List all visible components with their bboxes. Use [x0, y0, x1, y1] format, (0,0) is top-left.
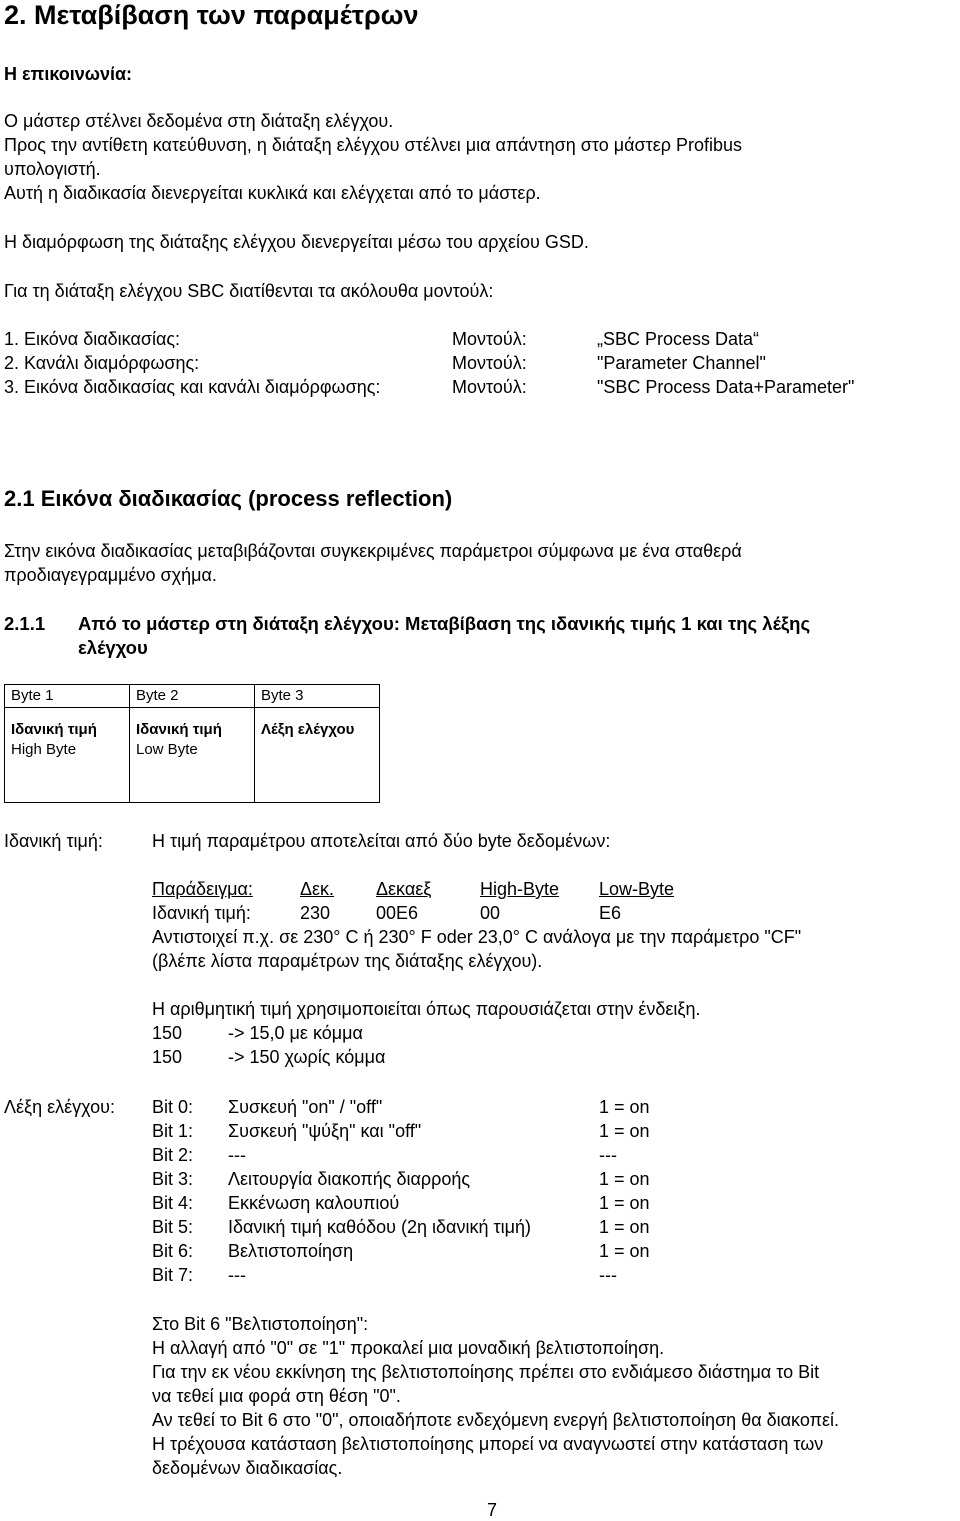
bit-number: Bit 1: — [152, 1121, 194, 1141]
example-header: Low-Byte — [599, 879, 675, 899]
example-header: Παράδειγμα: — [152, 879, 253, 899]
bit-value: 1 = on — [599, 1193, 650, 1213]
byte-header: Byte 2 — [130, 685, 255, 708]
example-cell: Ιδανική τιμή: — [152, 903, 251, 923]
bit-value: 1 = on — [599, 1169, 650, 1189]
bit-number: Bit 3: — [152, 1169, 194, 1189]
bit-number: Bit 6: — [152, 1241, 194, 1261]
byte-table — [4, 684, 380, 803]
byte-cell-bold: Ιδανική τιμή — [136, 721, 222, 738]
example-cell: 230 — [300, 903, 331, 923]
note-line: Στο Bit 6 "Βελτιστοποίηση": — [152, 1314, 369, 1334]
paragraph: Για τη διάταξη ελέγχου SBC διατίθενται τα ακόλουθα μοντούλ: — [4, 281, 494, 301]
module-name: 1. Εικόνα διαδικασίας: — [4, 329, 181, 349]
note-line: Για την εκ νέου εκκίνηση της βελτιστοποίησης πρέπει στο ενδιάμεσο διάστημα το Bit — [152, 1362, 820, 1382]
paragraph: Στην εικόνα διαδικασίας μεταβιβάζονται συγκεκριμένες παράμετροι σύμφωνα με ένα σταθερά — [4, 541, 742, 561]
bit-desc: Συσκευή "ψύξη" και "off" — [228, 1121, 422, 1141]
byte-header: Byte 1 — [5, 685, 130, 708]
module-value: "SBC Process Data+Parameter" — [597, 377, 855, 397]
note-line: Η αλλαγή από "0" σε "1" προκαλεί μια μοναδική βελτιστοποίηση. — [152, 1338, 665, 1358]
bit-desc: Εκκένωση καλουπιού — [228, 1193, 400, 1213]
byte-cell — [255, 708, 380, 803]
bit-desc: --- — [228, 1265, 246, 1285]
module-name: 2. Κανάλι διαμόρφωσης: — [4, 353, 200, 373]
bit-number: Bit 0: — [152, 1097, 194, 1117]
bit-desc: Βελτιστοποίηση — [228, 1241, 354, 1261]
bit-desc: Συσκευή "on" / "off" — [228, 1097, 383, 1117]
example-cell: 00 — [480, 903, 501, 923]
bit-number: Bit 4: — [152, 1193, 194, 1213]
note-line: δεδομένων διαδικασίας. — [152, 1458, 343, 1478]
example-header: High-Byte — [480, 879, 560, 899]
subsubsection-title: Από το μάστερ στη διάταξη ελέγχου: Μεταβίβαση της ιδανικής τιμής 1 και της λέξης — [78, 613, 811, 634]
note-line: Αν τεθεί το Bit 6 στο "0", οποιαδήποτε ενδεχόμενη ενεργή βελτιστοποίηση θα διακοπεί. — [152, 1410, 840, 1430]
communication-heading: Η επικοινωνία: — [4, 64, 133, 84]
numeric-example: 150 — [152, 1047, 183, 1067]
bit-value: 1 = on — [599, 1241, 650, 1261]
bit-value: 1 = on — [599, 1121, 650, 1141]
module-label: Μοντούλ: — [452, 353, 527, 373]
bit-number: Bit 7: — [152, 1265, 194, 1285]
example-cell: E6 — [599, 903, 622, 923]
correspondence-line: Αντιστοιχεί π.χ. σε 230° C ή 230° F oder 23,0° C ανάλογα με την παράμετρο "CF" — [152, 927, 802, 947]
numeric-example-desc: -> 15,0 με κόμμα — [228, 1023, 363, 1043]
paragraph: Η διαμόρφωση της διάταξης ελέγχου διενεργείται μέσω του αρχείου GSD. — [4, 232, 589, 252]
page-number: 7 — [487, 1500, 498, 1520]
numeric-example-desc: -> 150 χωρίς κόμμα — [228, 1047, 386, 1067]
correspondence-line: (βλέπε λίστα παραμέτρων της διάταξης ελέγχου). — [152, 951, 543, 971]
byte-cell — [5, 708, 130, 803]
module-value: "Parameter Channel" — [597, 353, 766, 373]
example-cell: 00E6 — [376, 903, 419, 923]
byte-cell-normal: Low Byte — [136, 741, 198, 758]
example-header: Δεκαεξ — [376, 879, 432, 899]
setpoint-label: Ιδανική τιμή: — [4, 831, 103, 851]
bit-value: 1 = on — [599, 1217, 650, 1237]
byte-cell-normal: High Byte — [11, 741, 77, 758]
module-name: 3. Εικόνα διαδικασίας και κανάλι διαμόρφωσης: — [4, 377, 381, 397]
module-label: Μοντούλ: — [452, 377, 527, 397]
numeric-note: Η αριθμητική τιμή χρησιμοποιείται όπως παρουσιάζεται στην ένδειξη. — [152, 999, 701, 1019]
bit-number: Bit 5: — [152, 1217, 194, 1237]
numeric-example: 150 — [152, 1023, 183, 1043]
byte-cell-bold: Ιδανική τιμή — [11, 721, 97, 738]
bit-desc: --- — [228, 1145, 246, 1165]
bit-value: --- — [599, 1145, 617, 1165]
bit-value: --- — [599, 1265, 617, 1285]
byte-header: Byte 3 — [255, 685, 380, 708]
bit-desc: Ιδανική τιμή καθόδου (2η ιδανική τιμή) — [228, 1217, 531, 1237]
paragraph: υπολογιστή. — [4, 159, 101, 179]
module-value: „SBC Process Data“ — [597, 329, 760, 349]
note-line: Η τρέχουσα κατάσταση βελτιστοποίησης μπορεί να αναγνωστεί στην κατάσταση των — [152, 1434, 824, 1454]
example-header: Δεκ. — [300, 879, 335, 899]
byte-cell — [130, 708, 255, 803]
byte-cell-bold: Λέξη ελέγχου — [261, 721, 355, 738]
bit-desc: Λειτουργία διακοπής διαρροής — [228, 1169, 471, 1189]
subsection-title: 2.1 Εικόνα διαδικασίας (process reflection) — [4, 486, 453, 511]
note-line: να τεθεί μια φορά στη θέση "0". — [152, 1386, 401, 1406]
module-label: Μοντούλ: — [452, 329, 527, 349]
bit-value: 1 = on — [599, 1097, 650, 1117]
subsubsection-number: 2.1.1 — [4, 613, 46, 634]
paragraph: Προς την αντίθετη κατεύθυνση, η διάταξη ελέγχου στέλνει μια απάντηση στο μάστερ Profibus — [4, 135, 743, 155]
paragraph: Αυτή η διαδικασία διενεργείται κυκλικά και ελέγχεται από το μάστερ. — [4, 183, 541, 203]
setpoint-desc: Η τιμή παραμέτρου αποτελείται από δύο byte δεδομένων: — [152, 831, 611, 851]
bit-number: Bit 2: — [152, 1145, 194, 1165]
subsubsection-title-cont: ελέγχου — [78, 637, 148, 658]
paragraph: Ο μάστερ στέλνει δεδομένα στη διάταξη ελέγχου. — [4, 111, 394, 131]
paragraph: προδιαγεγραμμένο σχήμα. — [4, 565, 217, 585]
control-word-label: Λέξη ελέγχου: — [4, 1097, 115, 1117]
section-title: 2. Μεταβίβαση των παραμέτρων — [4, 0, 419, 30]
